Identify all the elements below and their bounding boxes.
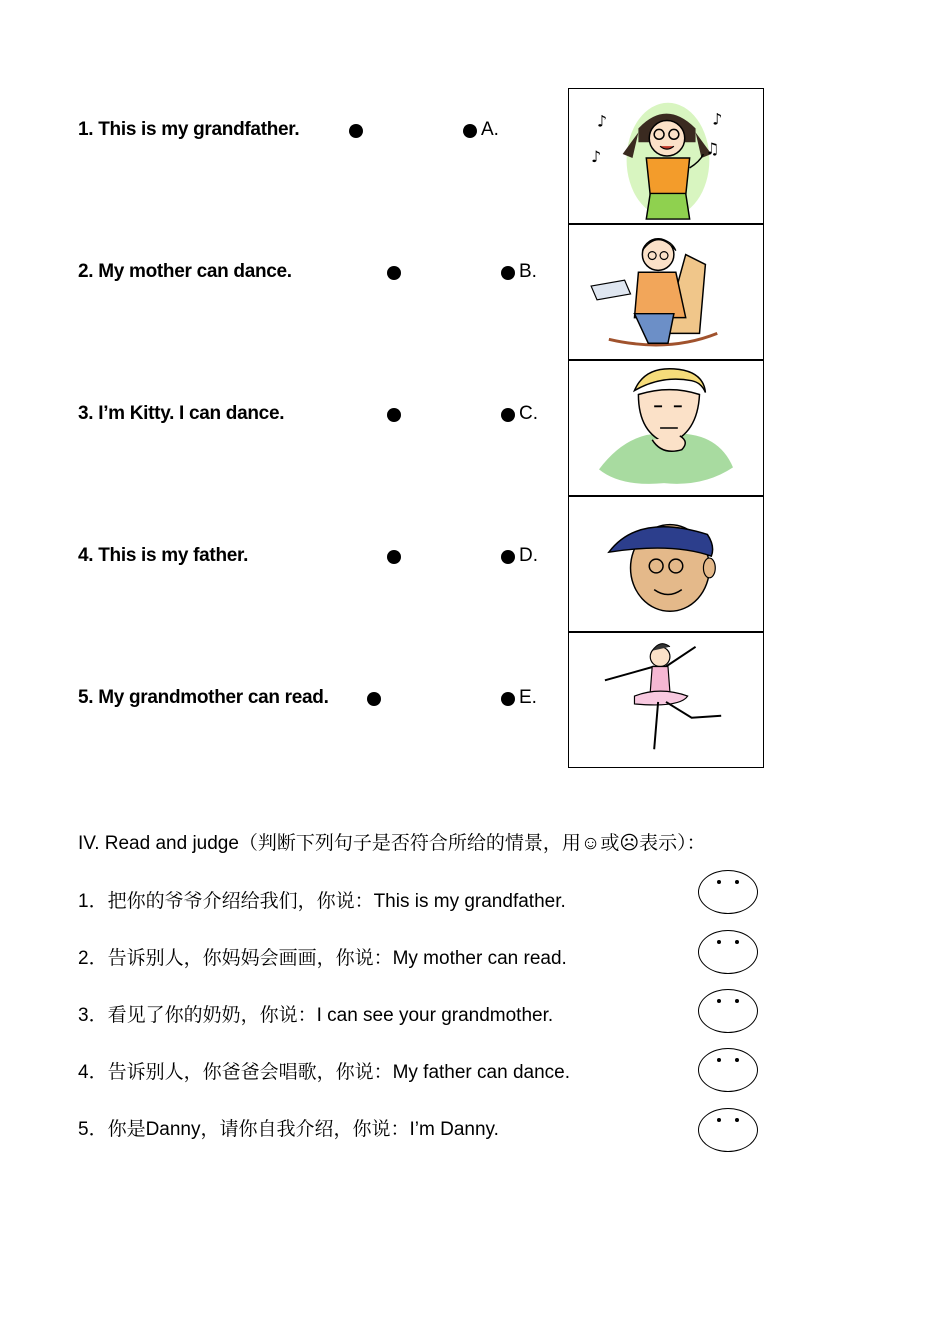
- face-eye-right: [735, 880, 739, 884]
- match-sentence-1: 1. This is my grandfather.: [78, 119, 300, 140]
- option-label-e: E.: [519, 687, 537, 708]
- right-match-dot-d[interactable]: [501, 550, 515, 564]
- judge-item-4: 4．告诉别人，你爸爸会唱歌，你说：My father can dance.: [78, 1062, 570, 1083]
- judge-item-1: 1．把你的爷爷介绍给我们，你说：This is my grandfather.: [78, 891, 566, 912]
- picture-d-grandfather-in-cap: [568, 496, 764, 632]
- section-iv-heading: IV. Read and judge（判断下列句子是否符合所给的情景，用☺或☹表示）：: [78, 833, 706, 854]
- face-eye-right: [735, 1118, 739, 1122]
- left-match-dot-1[interactable]: [349, 124, 363, 138]
- option-label-d: D.: [519, 545, 538, 566]
- grandfather-in-cap-icon: [569, 497, 763, 631]
- picture-a-girl-singing: [568, 88, 764, 224]
- picture-b-grandmother-reading: [568, 224, 764, 360]
- judge-item-3: 3．看见了你的奶奶，你说：I can see your grandmother.: [78, 1005, 554, 1026]
- face-eye-left: [717, 940, 721, 944]
- face-eye-right: [735, 940, 739, 944]
- right-match-dot-a[interactable]: [463, 124, 477, 138]
- judge-item-2: 2．告诉别人，你妈妈会画画，你说：My mother can read.: [78, 948, 567, 969]
- left-match-dot-5[interactable]: [367, 692, 381, 706]
- right-match-dot-c[interactable]: [501, 408, 515, 422]
- face-eye-left: [717, 1118, 721, 1122]
- judge-item-5: 5．你是Danny，请你自我介绍，你说：I’m Danny.: [78, 1119, 499, 1140]
- svg-text:♪: ♪: [712, 109, 723, 129]
- face-eye-left: [717, 1058, 721, 1062]
- man-thinking-icon: [569, 361, 763, 495]
- match-sentence-4: 4. This is my father.: [78, 545, 249, 566]
- answer-face-5[interactable]: [698, 1108, 758, 1152]
- match-sentence-3: 3. I’m Kitty. I can dance.: [78, 403, 285, 424]
- right-match-dot-b[interactable]: [501, 266, 515, 280]
- option-label-c: C.: [519, 403, 538, 424]
- girl-singing-icon: [569, 89, 763, 223]
- match-sentence-5: 5. My grandmother can read.: [78, 687, 329, 708]
- left-match-dot-4[interactable]: [387, 550, 401, 564]
- svg-text:♫: ♫: [705, 139, 720, 159]
- face-eye-right: [735, 999, 739, 1003]
- face-eye-right: [735, 1058, 739, 1062]
- left-match-dot-2[interactable]: [387, 266, 401, 280]
- svg-text:♪: ♪: [591, 146, 602, 166]
- option-label-a: A.: [481, 119, 499, 140]
- left-match-dot-3[interactable]: [387, 408, 401, 422]
- grandmother-reading-icon: [569, 225, 763, 359]
- face-eye-left: [717, 999, 721, 1003]
- answer-face-1[interactable]: [698, 870, 758, 914]
- answer-face-2[interactable]: [698, 930, 758, 974]
- svg-text:♪: ♪: [597, 111, 608, 131]
- ballerina-icon: [569, 633, 763, 767]
- face-eye-left: [717, 880, 721, 884]
- picture-c-man-thinking: [568, 360, 764, 496]
- answer-face-4[interactable]: [698, 1048, 758, 1092]
- picture-e-ballerina-dancing: [568, 632, 764, 768]
- right-match-dot-e[interactable]: [501, 692, 515, 706]
- match-sentence-2: 2. My mother can dance.: [78, 261, 292, 282]
- option-label-b: B.: [519, 261, 537, 282]
- answer-face-3[interactable]: [698, 989, 758, 1033]
